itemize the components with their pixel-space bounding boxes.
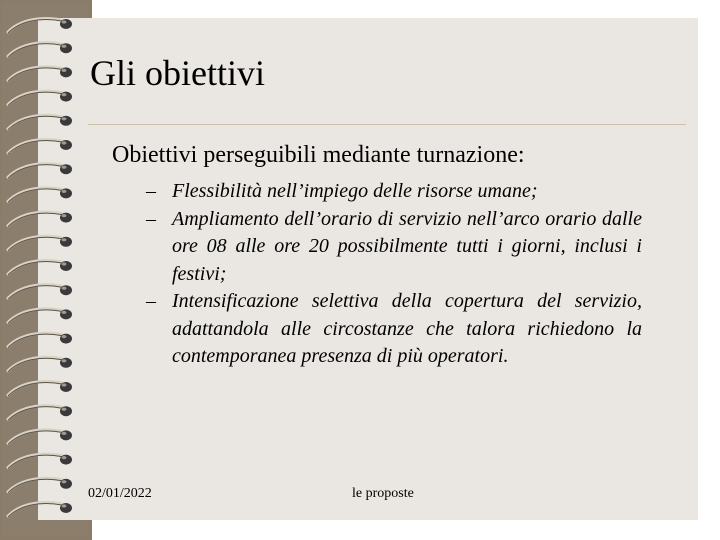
binding-ring: [8, 430, 72, 445]
binding-ring: [8, 212, 72, 227]
binding-ring: [8, 164, 72, 179]
binding-ring: [8, 406, 72, 421]
bullet-text: Flessibilità nell’impiego delle risorse umane;: [172, 180, 538, 202]
bullet-item: [132, 288, 642, 371]
bullet-text: Ampliamento dell’orario di servizio nell’arco orario dalle ore 08 alle ore 20 possibilmente tutti i giorni, inclusi i festivi;: [172, 207, 642, 285]
binding-ring: [8, 115, 72, 130]
binding-ring: [8, 261, 72, 276]
binding-ring: [8, 285, 72, 300]
binding-ring: [8, 19, 72, 34]
binding-ring: [8, 382, 72, 397]
footer-date: 02/01/2022: [88, 486, 152, 501]
binding-ring: [8, 503, 72, 518]
bullet-dash: –: [146, 207, 156, 230]
bullet-dash: –: [146, 180, 156, 202]
binding-ring: [8, 333, 72, 348]
binding-ring: [8, 43, 72, 58]
bullet-item: [132, 178, 642, 206]
binding-ring: [8, 91, 72, 106]
binding-ring: [8, 357, 72, 372]
binding-ring: [8, 309, 72, 324]
binding-ring: [8, 140, 72, 155]
binding-ring: [8, 454, 72, 469]
title-divider: [88, 124, 686, 125]
binding-ring: [8, 67, 72, 82]
binding-ring: [8, 478, 72, 493]
bullet-text: Intensificazione selettiva della copertura del servizio, adattandola alle circostanze che talora richiedono la contemporanea presenza di più operatori.: [172, 290, 642, 367]
bullet-item: [132, 206, 642, 289]
intro-text: Obiettivi perseguibili mediante turnazione:: [112, 142, 525, 168]
spiral-binding-icon: [0, 0, 92, 540]
slide-title: Gli obiettivi: [90, 53, 265, 93]
binding-ring: [8, 236, 72, 251]
binding-ring: [8, 188, 72, 203]
bullet-list: [132, 178, 642, 371]
bullet-dash: –: [146, 290, 156, 312]
footer-title: le proposte: [352, 486, 414, 501]
